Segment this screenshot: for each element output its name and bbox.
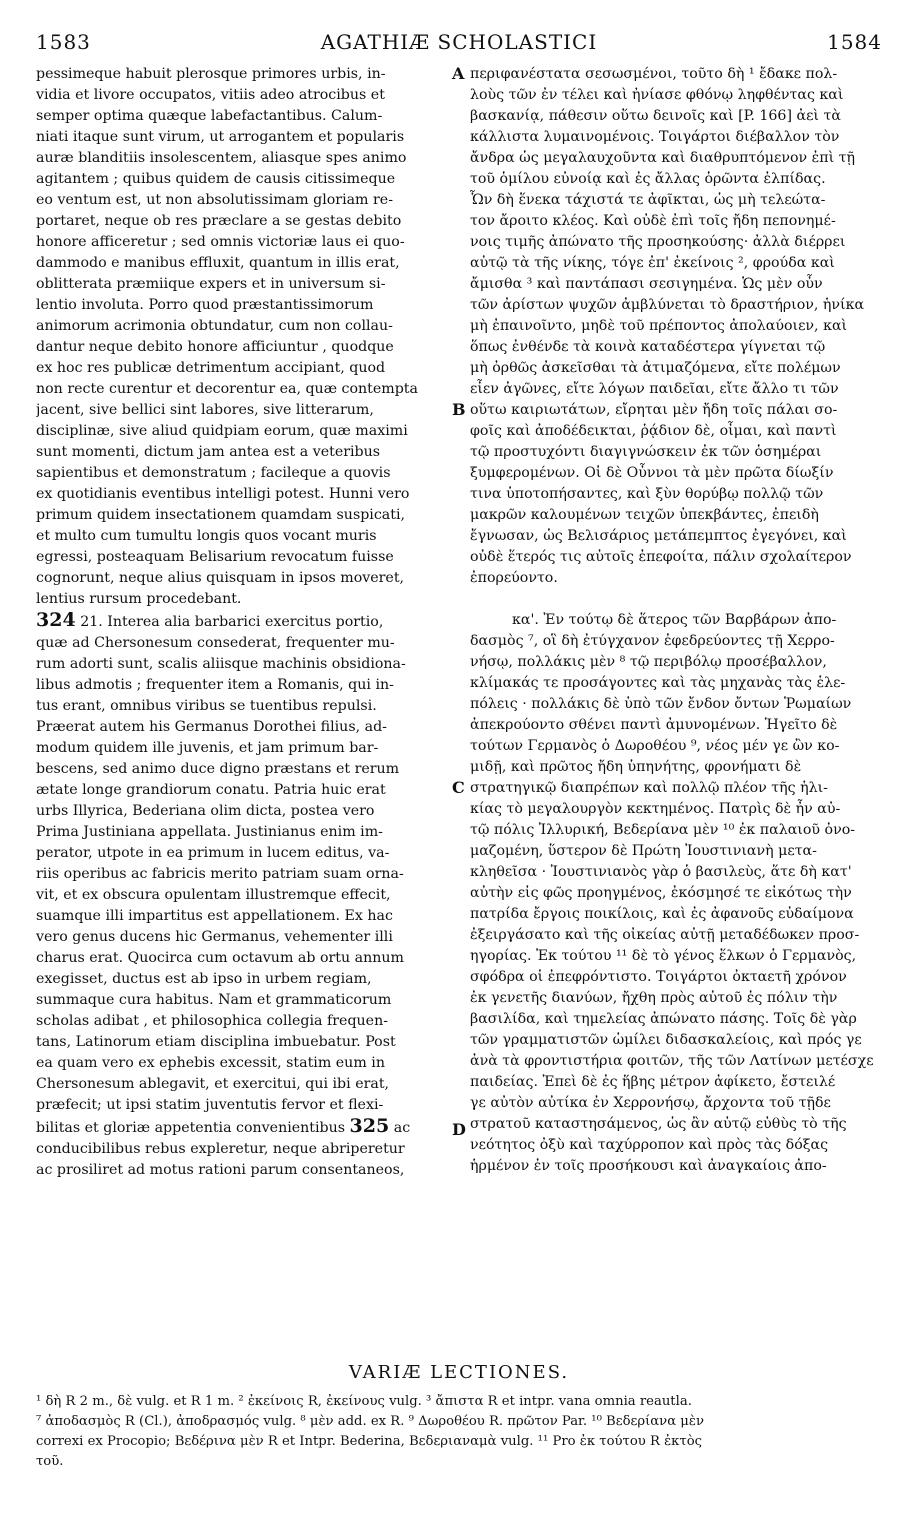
text-line: rum adorti sunt, scalis aliisque machinis obsidiona- (36, 656, 406, 672)
text-line: νήσῳ, πολλάκις μὲν ⁸ τῷ περιβόλῳ προσέβαλλον, (470, 654, 827, 670)
text-line: αὐτὴν εἰς φῶς προηγμένος, ἐκόσμησέ τε εἰκότως τὴν (470, 885, 852, 901)
text-line: vit, et ex obscura opulentam illustremque effecit, (36, 887, 391, 903)
text-line: lentio involuta. Porro quod præstantissimorum (36, 297, 374, 313)
text-line: κληθεῖσα · Ἰουστινιανὸς γὰρ ὁ βασιλεὺς, ἅτε δὴ κατ' (470, 864, 852, 880)
text-line: Præerat autem his Germanus Dorothei filius, ad- (36, 719, 387, 735)
variant-reading-line: ⁷ ἀποδασμὸς R (Cl.), ἀποδρασμός vulg. ⁸ μὲν add. ex R. ⁹ Δωροθέου R. πρῶτον Par. ¹⁰ Βεδερίανα μὲν (36, 1414, 704, 1429)
text-line: φοῖς καὶ ἀποδέδεικται, ῥᾴδιον δὲ, οἶμαι, καὶ παντὶ (470, 423, 837, 439)
text-line: ex hoc res publicæ detrimentum accipiant, quod (36, 360, 386, 376)
text-line: πόλεις · πολλάκις δὲ ὑπὸ τῶν ἔνδον ὄντων Ῥωμαίων (470, 696, 852, 712)
section-number-324: 324 (36, 610, 76, 631)
greek-column (470, 64, 882, 1177)
text-line: suamque illi impartitus est appellationem. Ex hac (36, 908, 393, 924)
text-line: σφόδρα οἱ ἐπεφρόντιστο. Τοιγάρτοι ὀκταετῆ χρόνον (470, 969, 847, 985)
text-line: sapientibus et demonstratum ; facileque a quovis (36, 465, 391, 481)
text-line: auræ blanditiis insolescentem, aliasque spes animo (36, 150, 407, 166)
text-line: riis operibus ac fabricis merito patriam suam orna- (36, 866, 404, 882)
text-line: honore afficeretur ; sed omnis victoriæ laus ei quo- (36, 234, 405, 250)
text-line: κίας τὸ μεγαλουργὸν κεκτημένος. Πατρὶς δὲ ἦν αὐ- (470, 801, 841, 817)
text-line: dammodo e manibus effluxit, quantum in illis erat, (36, 255, 400, 271)
text-line: conducibilibus rebus expleretur, neque abriperetur (36, 1141, 405, 1157)
text-line: non recte curentur et decorentur ea, quæ contempta (36, 381, 418, 397)
section-label: 21. (80, 614, 103, 630)
text-line: exegisset, ductus est ab ipso in urbem regiam, (36, 971, 372, 987)
margin-mark-d: D (452, 1120, 466, 1139)
margin-mark-a: A (452, 64, 465, 83)
text-line: ἐκ γενετῆς διανύων, ἤχθη πρὸς αὐτοῦ ἐς πόλιν τὴν (470, 990, 838, 1006)
text-line: οὕτω καιριωτάτων, εἴρηται μὲν ἤδη τοῖς πάλαι σο- (470, 402, 838, 418)
text-line: ea quam vero ex ephebis excessit, statim eum in (36, 1055, 385, 1071)
text-line: ξυμφερομένων. Οἱ δὲ Οὖννοι τὰ μὲν πρῶτα δίωξίν (470, 465, 834, 481)
text-line: ἐξειργάσατο καὶ τῆς οἰκείας αὐτῇ μεταδέδωκεν προσ- (470, 927, 860, 943)
text-line: Chersonesum ablegavit, et exercitui, qui ibi erat, (36, 1076, 390, 1092)
text-line: agitantem ; quibus quidem de causis citissimeque (36, 171, 396, 187)
text-line: niati itaque sunt virum, ut arrogantem et popularis (36, 129, 405, 145)
text-line: στρατηγικῷ διαπρέπων καὶ πολλῷ πλέον τῆς ἡλι- (470, 780, 828, 796)
text-line: ὅπως ἐνθένδε τὰ κοινὰ καταδέστερα γίγνεται τῷ (470, 339, 826, 355)
latin-paragraph (36, 64, 446, 610)
line-text: ac (393, 1120, 411, 1136)
text-line: ἄνδρα ὡς μεγαλαυχοῦντα καὶ διαθρυπτόμενον ἐπὶ τῇ (470, 150, 856, 166)
text-line: eo ventum est, ut non absolutissimam gloriam re- (36, 192, 393, 208)
latin-section-tail (36, 1139, 446, 1181)
text-line: παιδείας. Ἐπεὶ δὲ ἐς ἥβης μέτρον ἀφίκετο, ἔστειλέ (470, 1074, 836, 1090)
text-line: libus admotis ; frequenter item a Romanis, qui in- (36, 677, 394, 693)
text-line: τοῦ ὁμίλου εὐνοίᾳ καὶ ἐς ἄλλας ὁρῶντα ἐλπίδας. (470, 171, 826, 187)
latin-section-21 (36, 633, 446, 1116)
text-line: et multo cum tumultu longis quos vocant muris (36, 528, 377, 544)
right-page-number: 1584 (827, 30, 882, 54)
text-line: ἔγνωσαν, ὡς Βελισάριος μετάπεμπτος ἐγεγόνει, καὶ (470, 528, 847, 544)
text-line: περιφανέστατα σεσωσμένοι, τοῦτο δὴ ¹ ἔδακε πολ- (470, 66, 838, 82)
variae-lectiones (36, 1392, 882, 1472)
line-text: bilitas et gloriæ appetentia convenientibus (36, 1120, 346, 1136)
text-line: ac prosiliret ad motus rationi parum consentaneos, (36, 1162, 405, 1178)
text-line: λοὺς τῶν ἐν τέλει καὶ ἠνίασε φθόνῳ ληφθέντας καὶ (470, 87, 844, 103)
text-line: quæ ad Chersonesum consederat, frequenter mu- (36, 635, 395, 651)
variant-reading-line: τοῦ. (36, 1454, 64, 1469)
variae-lectiones-title: VARIÆ LECTIONES. (348, 1362, 570, 1383)
text-line: κλίμακάς τε προσάγοντες καὶ τὰς μηχανὰς τὰς ἑλε- (470, 675, 846, 691)
text-line: præfecit; ut ipsi statim juventutis fervor et flexi- (36, 1097, 384, 1113)
line-with-number-325 (36, 1116, 446, 1139)
text-line: animorum acrimonia obtundatur, cum non collau- (36, 318, 393, 334)
text-line: τούτων Γερμανὸς ὁ Δωροθέου ⁹, νέος μέν γε ὢν κο- (470, 738, 840, 754)
text-line: jacent, sive bellici sint labores, sive litterarum, (36, 402, 374, 418)
text-line: ἀπεκρούοντο σθένει παντὶ ἀμυνομένων. Ἡγεῖτο δὲ (470, 717, 838, 733)
text-line: ἐπορεύοντο. (470, 570, 558, 586)
text-line: πατρίδα ἔργοις ποικίλοις, καὶ ἐς ἀφανοῦς εὐδαίμονα (470, 906, 854, 922)
text-line: τῷ προστυχόντι διαγιγνώσκειν ἐκ τῶν ὁσημέραι (470, 444, 822, 460)
greek-paragraph (470, 64, 882, 589)
text-line: oblitterata præmiique expers et in universum si- (36, 276, 386, 292)
variant-reading-line: ¹ δὴ R 2 m., δὲ vulg. et R 1 m. ² ἐκείνοις R, ἐκείνους vulg. ³ ἄπιστα R et intpr. vana omnia reautla. (36, 1394, 692, 1409)
text-line: ἄμισθα ³ καὶ παντάπασι σεσιγημένα. Ὡς μὲν οὖν (470, 276, 823, 292)
text-line: sunt momenti, dictum jam antea est a veteribus (36, 444, 381, 460)
text-line: lentius rursum procedebant. (36, 591, 242, 607)
text-line: Ὧν δὴ ἕνεκα τάχιστά τε ἀφῖκται, ὡς μὴ τελεώτα- (470, 192, 826, 208)
text-line: στρατοῦ καταστησάμενος, ὡς ἂν αὐτῷ εὐθὺς τὸ τῆς (470, 1116, 847, 1132)
text-line: tus erant, omnibus viribus se tuentibus repulsi. (36, 698, 377, 714)
text-line: summaque cura habitus. Nam et grammaticorum (36, 992, 392, 1008)
text-line: μιδῇ, καὶ πρῶτος ἤδη ὑπηνήτης, φρονήματι δὲ (470, 759, 802, 775)
latin-column (36, 64, 446, 1181)
text-line: μαζομένη, ὕστερον δὲ Πρώτη Ἰουστινιανὴ μετα- (470, 843, 817, 859)
text-line: perator, utpote in ea primum in lucem editus, va- (36, 845, 390, 861)
text-line: τινα ὑποτοπήσαντες, καὶ ξὺν θορύβῳ πολλῷ τῶν (470, 486, 824, 502)
section-first-line: Interea alia barbarici exercitus portio, (107, 614, 384, 630)
blank-line (470, 589, 882, 610)
text-line: ex quotidianis eventibus intelligi potest. Hunni vero (36, 486, 410, 502)
margin-mark-c: C (452, 778, 465, 797)
text-line: pessimeque habuit plerosque primores urbis, in- (36, 66, 386, 82)
section-number-325: 325 (349, 1116, 390, 1137)
greek-section-first-line: κα'. Ἐν τούτῳ δὲ ἅτερος τῶν Βαρβάρων ἀπο- (512, 612, 837, 628)
text-line: ἡρμένον ἐν τοῖς προσήκουσι καὶ ἀναγκαίοις ἀπο- (470, 1158, 827, 1174)
text-line: egressi, posteaquam Belisarium revocatum fuisse (36, 549, 394, 565)
text-line: scholas adibat , et philosophica collegia frequen- (36, 1013, 388, 1029)
text-line: τον ἄροιτο κλέος. Καὶ οὐδὲ ἐπὶ τοῖς ἤδη πεπονημέ- (470, 213, 836, 229)
text-line: urbs Illyrica, Bederiana olim dicta, postea vero (36, 803, 375, 819)
margin-mark-b: B (452, 400, 466, 419)
text-line: βασκανίᾳ, πάθεσιν οὕτω δεινοῖς καὶ [P. 166] ἀεὶ τὰ (470, 108, 841, 124)
text-line: dantur neque debito honore afficiuntur , quodque (36, 339, 394, 355)
text-line: disciplinæ, sive aliud quidpiam eorum, quæ maximi (36, 423, 408, 439)
text-line: τῶν ἀρίστων ψυχῶν ἀμβλύνεται τὸ δραστήριον, ἡνίκα (470, 297, 865, 313)
text-line: portaret, neque ob res præclare a se gestas debito (36, 213, 402, 229)
text-line: μακρῶν καλουμένων τειχῶν ὑπεκβάντες, ἐπειδὴ (470, 507, 819, 523)
text-line: οὐδὲ ἕτερός τις αὐτοῖς ἐπεφοίτα, πάλιν σχολαίτερον (470, 549, 852, 565)
text-line: tans, Latinorum etiam disciplina imbuebatur. Post (36, 1034, 396, 1050)
section-21-heading-line (36, 610, 446, 633)
text-line: ætate longe grandiorum conatu. Patria huic erat (36, 782, 386, 798)
text-line: primum quidem insectationem quamdam suspicati, (36, 507, 405, 523)
text-line: Prima Justiniana appellata. Justinianus enim im- (36, 824, 383, 840)
text-line: vidia et livore occupatos, vitiis adeo atrocibus et (36, 87, 385, 103)
page-header (36, 30, 882, 60)
text-line: τῶν γραμματιστῶν ὡμίλει διδασκαλείοις, καὶ πρός γε (470, 1032, 862, 1048)
text-line: bescens, sed animo duce digno præstans et rerum (36, 761, 400, 777)
text-line: cognorunt, neque alius quisquam in ipsos moveret, (36, 570, 405, 586)
left-page-number: 1583 (36, 30, 91, 54)
text-line: semper optima quæque labefactantibus. Calum- (36, 108, 383, 124)
text-line: vero genus ducens hic Germanus, vehementer illi (36, 929, 393, 945)
text-line: ηγορίας. Ἐκ τούτου ¹¹ δὲ τὸ γένος ἕλκων ὁ Γερμανὸς, (470, 948, 857, 964)
text-line: ἀνὰ τὰ φροντιστήρια φοιτῶν, τῆς τῶν Λατίνων μετέσχε (470, 1053, 874, 1069)
variant-reading-line: correxi ex Procopio; Βεδέρινα μὲν R et Intpr. Bederina, Βεδεριαναμὰ vulg. ¹¹ Pro ἐκ τούτου R ἐκτὸς (36, 1434, 703, 1449)
running-title: AGATHIÆ SCHOLASTICI (320, 30, 598, 54)
text-line: modum quidem ille juvenis, et jam primum bar- (36, 740, 379, 756)
text-line: γε αὐτὸν αὐτίκα ἐν Χερρονήσῳ, ἄρχοντα τοῦ τῇδε (470, 1095, 831, 1111)
text-line: νοις τιμῆς ἀπώνατο τῆς προσηκούσης· ἀλλὰ διέρρει (470, 234, 846, 250)
text-line: τῷ πόλις Ἰλλυρική, Βεδερίανα μὲν ¹⁰ ἐκ παλαιοῦ ὀνο- (470, 822, 856, 838)
text-line: charus erat. Quocirca cum octavum ab ortu annum (36, 950, 404, 966)
text-line: κάλλιστα λυμαινομένοις. Τοιγάρτοι διέβαλλον τὸν (470, 129, 840, 145)
text-line: μὴ ἐπαινοῖντο, μηδὲ τοῦ πρέποντος ἀπολαύοιεν, καὶ (470, 318, 848, 334)
text-line: εἶεν ἀγῶνες, εἴτε λόγων παιδεῖαι, εἴτε ἄλλο τι τῶν (470, 381, 839, 397)
text-line: μὴ ὀρθῶς ἀσκεῖσθαι τὰ ἀτιμαζόμενα, εἴτε πολέμων (470, 360, 841, 376)
text-line: αὐτῷ τὰ τῆς νίκης, τόγε ἐπ' ἐκείνοις ², φρούδα καὶ (470, 255, 835, 271)
text-line: δασμὸς ⁷, οἳ δὴ ἐτύγχανον ἐφεδρεύοντες τῇ Χερρο- (470, 633, 835, 649)
text-line: βασιλίδα, καὶ τημελείας ἀπώνατο πάσης. Τοῖς δὲ γὰρ (470, 1011, 857, 1027)
text-line: νεότητος ὀξὺ καὶ ταχύρροπον καὶ πρὸς τὰς δόξας (470, 1137, 829, 1153)
greek-section-21 (470, 631, 882, 1177)
